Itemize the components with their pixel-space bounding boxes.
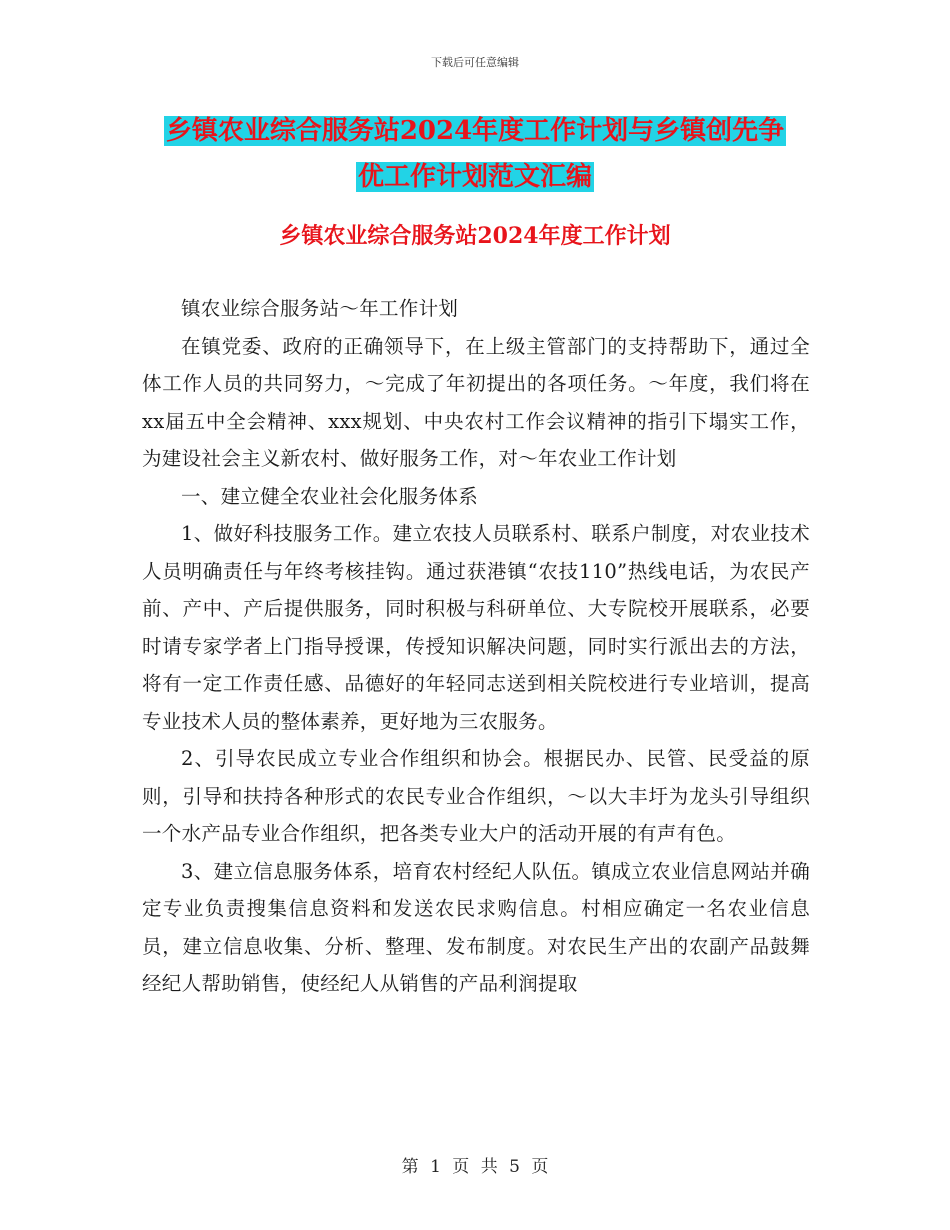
paragraph-section-1-heading: 一、建立健全农业社会化服务体系: [181, 484, 479, 508]
paragraph-item-3: 3、建立信息服务体系，培育农村经纪人队伍。镇成立农业信息网站并确定专业负责搜集信息资料和发送农民求购信息。村相应确定一名农业信息员，建立信息收集、分析、整理、发布制度。对农民生产出的农副产品鼓舞经纪人帮助销售，使经纪人从销售的产品利润提取: [142, 859, 810, 995]
page-footer: 第 1 页 共 5 页: [401, 1157, 549, 1177]
paragraph-item-2: 2、引导农民成立专业合作组织和协会。根据民办、民管、民受益的原则，引导和扶持各种形式的农民专业合作组织，～以大丰圩为龙头引导组织一个水产品专业合作组织，把各类专业大户的活动开展的有声有色。: [142, 747, 810, 845]
header-note: 下载后可任意编辑: [431, 56, 519, 69]
paragraph-intro: 在镇党委、政府的正确领导下，在上级主管部门的支持帮助下，通过全体工作人员的共同努力，～完成了年初提出的各项任务。～年度，我们将在xx届五中全会精神、xxx规划、中央农村工作会议精神的指引下塌实工作，为建设社会主义新农村、做好服务工作，对～年农业工作计划: [142, 334, 810, 470]
section-title: 乡镇农业综合服务站2024年度工作计划: [279, 223, 671, 249]
document-title: [0, 108, 950, 200]
paragraph-item-1: 1、做好科技服务工作。建立农技人员联系村、联系户制度，对农业技术人员明确责任与年终考核挂钩。通过获港镇“农技110”热线电话，为农民产前、产中、产后提供服务，同时积极与科研单位、大专院校开展联系，必要时请专家学者上门指导授课，传授知识解决问题，同时实行派出去的方法，将有一定工作责任感、品德好的年轻同志送到相关院校进行专业培训，提高专业技术人员的整体素养，更好地为三农服务。: [142, 522, 810, 733]
document-body: [142, 290, 810, 1003]
paragraph-heading: 镇农业综合服务站～年工作计划: [181, 297, 459, 320]
document-title-line-2: 优工作计划范文汇编: [357, 162, 592, 192]
document-title-line-1: 乡镇农业综合服务站2024年度工作计划与乡镇创先争: [165, 116, 785, 146]
